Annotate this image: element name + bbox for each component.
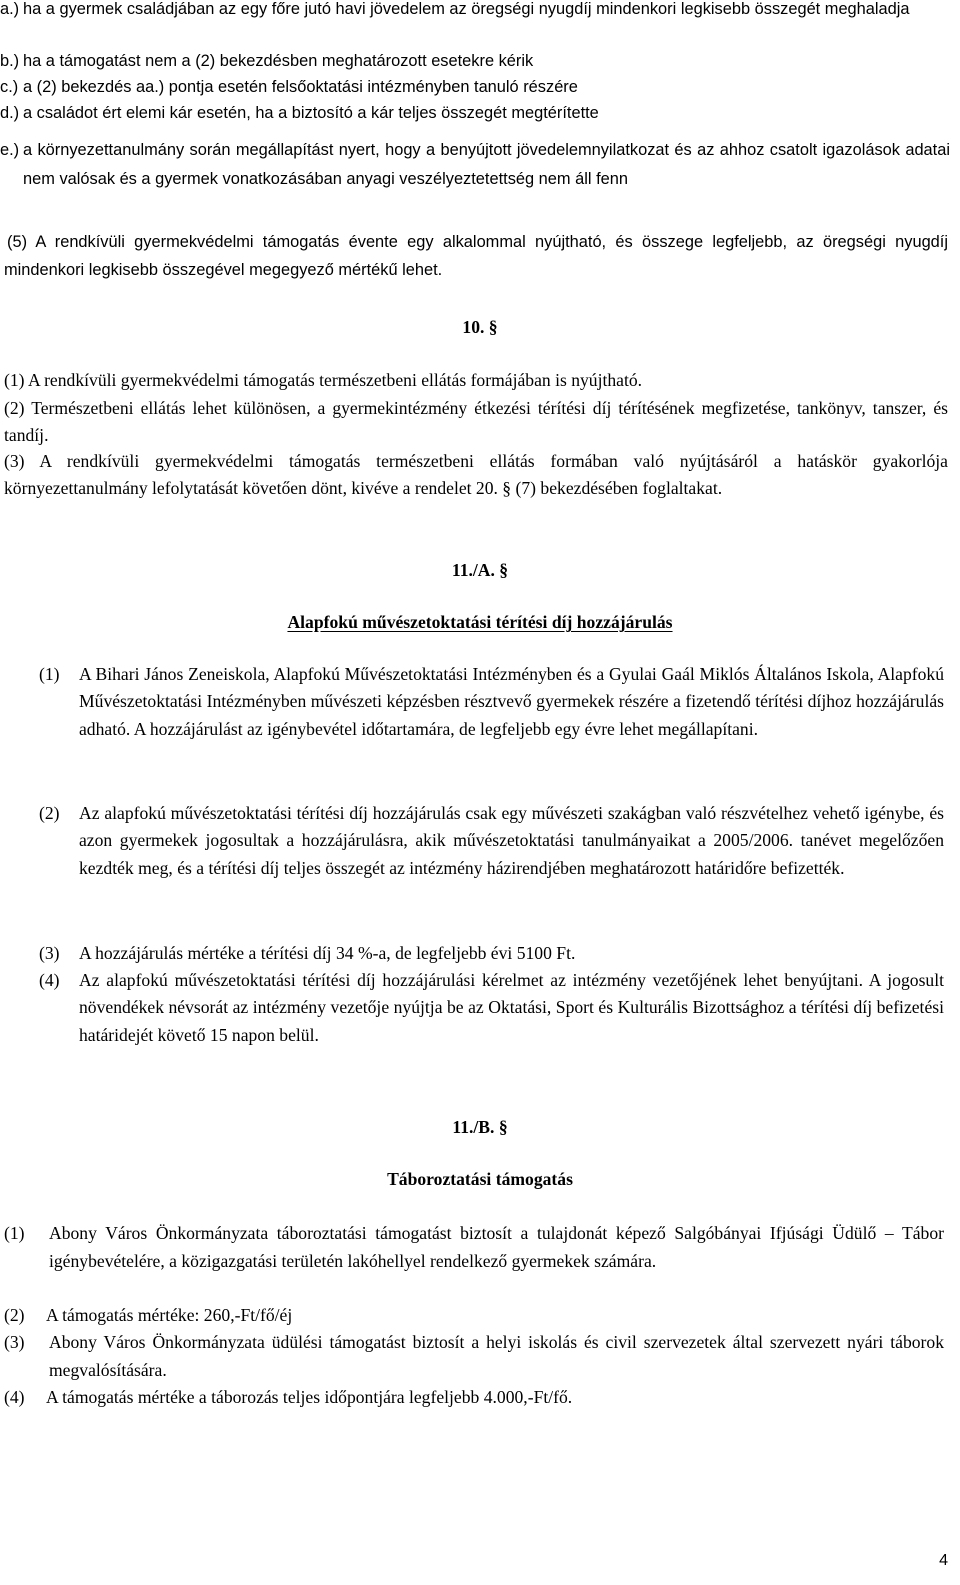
list-item-label: (2) (4, 1305, 25, 1325)
list-item-text: A támogatás mértéke a táborozás teljes időpontjára legfeljebb 4.000,-Ft/fő. (46, 1387, 573, 1407)
list-item-label: (3) (4, 1332, 25, 1352)
list-item (4, 1220, 944, 1275)
list-item-label: (2) (39, 803, 60, 823)
list-item (4, 1329, 944, 1384)
list-item-text: Az alapfokú művészetoktatási térítési díj hozzájárulási kérelmet az intézmény vezetőjének lehet benyújtani. A jogosult növendékek névsorát az intézmény vezetője nyújtja be az Oktatási, Sport és Kulturális Bizottsághoz a térítési díj befizetési határidejét követő 15 napon belül. (79, 970, 944, 1045)
list-item-text: ha a gyermek családjában az egy főre jutó havi jövedelem az öregségi nyugdíj mindenkori legkisebb összegét meghaladja (23, 0, 910, 18)
list-item-text: A Bihari János Zeneiskola, Alapfokú Művészetoktatási Intézményben és a Gyulai Gaál Miklós Általános Iskola, Alapfokú Művészetoktatási Intézményben művészeti képzésben résztvevő gyermekek részére a fizetendő térítési díjhoz hozzájárulás adható. A hozzájárulást az igénybevétel időtartamára, de legfeljebb egy évre lehet megállapítani. (79, 664, 944, 739)
list-item-text: a (2) bekezdés aa.) pontja esetén felsőoktatási intézményben tanuló részére (23, 78, 578, 96)
list-item-label: (4) (4, 1387, 25, 1407)
list-item-label: (3) (39, 943, 60, 963)
list-item-text: a környezettanulmány során megállapítást nyert, hogy a benyújtott jövedelemnyilatkozat és az ahhoz csatolt igazolások adatai nem valósak és a gyermek vonatkozásában anyagi veszélyeztetettség nem áll fenn (23, 141, 950, 188)
section-heading: 10. § (462, 317, 498, 337)
list-item-text: a családot ért elemi kár esetén, ha a biztosító a kár teljes összegét megtérítette (23, 104, 599, 122)
list-item-label: b.) (0, 52, 20, 70)
list-item-label: a.) (0, 0, 20, 18)
list-item (0, 74, 952, 100)
list-item-text: Abony Város Önkormányzata táboroztatási támogatást biztosít a tulajdonát képező Salgóbányai Ifjúsági Üdülő – Tábor igénybevételére, a közigazgatási területén lakóhellyel rendelkező gyermekek számára. (49, 1223, 944, 1271)
list-item-label: e.) (0, 141, 20, 159)
list-item-label: d.) (0, 104, 20, 122)
list-item (0, 100, 952, 126)
list-item (39, 661, 944, 743)
list-item-text: ha a támogatást nem a (2) bekezdésben meghatározott esetekre kérik (23, 52, 534, 70)
paragraph: (2) Természetbeni ellátás lehet különösen, a gyermekintézmény étkezési térítési díj térítésének megfizetése, tankönyv, tanszer, és tandíj. (4, 398, 948, 445)
list-item (39, 940, 944, 967)
list-item-text: A támogatás mértéke: 260,-Ft/fő/éj (46, 1305, 293, 1325)
list-item-label: (4) (39, 970, 60, 990)
section-title: Táboroztatási támogatás (387, 1169, 573, 1189)
list-item-label: (1) (39, 664, 60, 684)
list-item (4, 1302, 944, 1330)
paragraph: (5) A rendkívüli gyermekvédelmi támogatás évente egy alkalommal nyújtható, és összege legfeljebb, az öregségi nyugdíj mindenkori legkisebb összegével megegyező mértékű lehet. (4, 233, 948, 279)
section-title: Alapfokú művészetoktatási térítési díj hozzájárulás (287, 612, 673, 632)
list-item (4, 1384, 944, 1412)
list-item-text: A hozzájárulás mértéke a térítési díj 34 %-a, de legfeljebb évi 5100 Ft. (79, 943, 576, 963)
list-item (39, 800, 944, 882)
section-heading: 11./B. § (452, 1117, 508, 1137)
list-item-label: c.) (0, 78, 19, 96)
list-item (0, 0, 952, 22)
list-item (39, 967, 944, 1049)
list-item-label: (1) (4, 1223, 25, 1243)
paragraph: (1) A rendkívüli gyermekvédelmi támogatás természetbeni ellátás formájában is nyújtható. (4, 370, 643, 390)
list-item (0, 136, 950, 194)
page-number: 4 (939, 1552, 948, 1569)
section-heading: 11./A. § (451, 560, 509, 580)
list-item-text: Abony Város Önkormányzata üdülési támogatást biztosít a helyi iskolás és civil szervezetek által szervezett nyári táborok megvalósítására. (49, 1332, 944, 1380)
list-item (0, 48, 952, 74)
list-item-text: Az alapfokú művészetoktatási térítési díj hozzájárulás csak egy művészeti szakágban való részvételhez vehető igénybe, és azon gyermekek jogosultak a hozzájárulásra, akik művészetoktatási tanulmányaikat a 2005/2006. tanévet megelőzően kezdték meg, és a térítési díj teljes összegét az intézmény házirendjében meghatározott határidőre befizették. (79, 803, 944, 878)
paragraph: (3) A rendkívüli gyermekvédelmi támogatás természetbeni ellátás formában való nyújtásáról a hatáskör gyakorlója környezettanulmány lefolytatását követően dönt, kivéve a rendelet 20. § (7) bekezdésében foglaltakat. (4, 451, 948, 498)
